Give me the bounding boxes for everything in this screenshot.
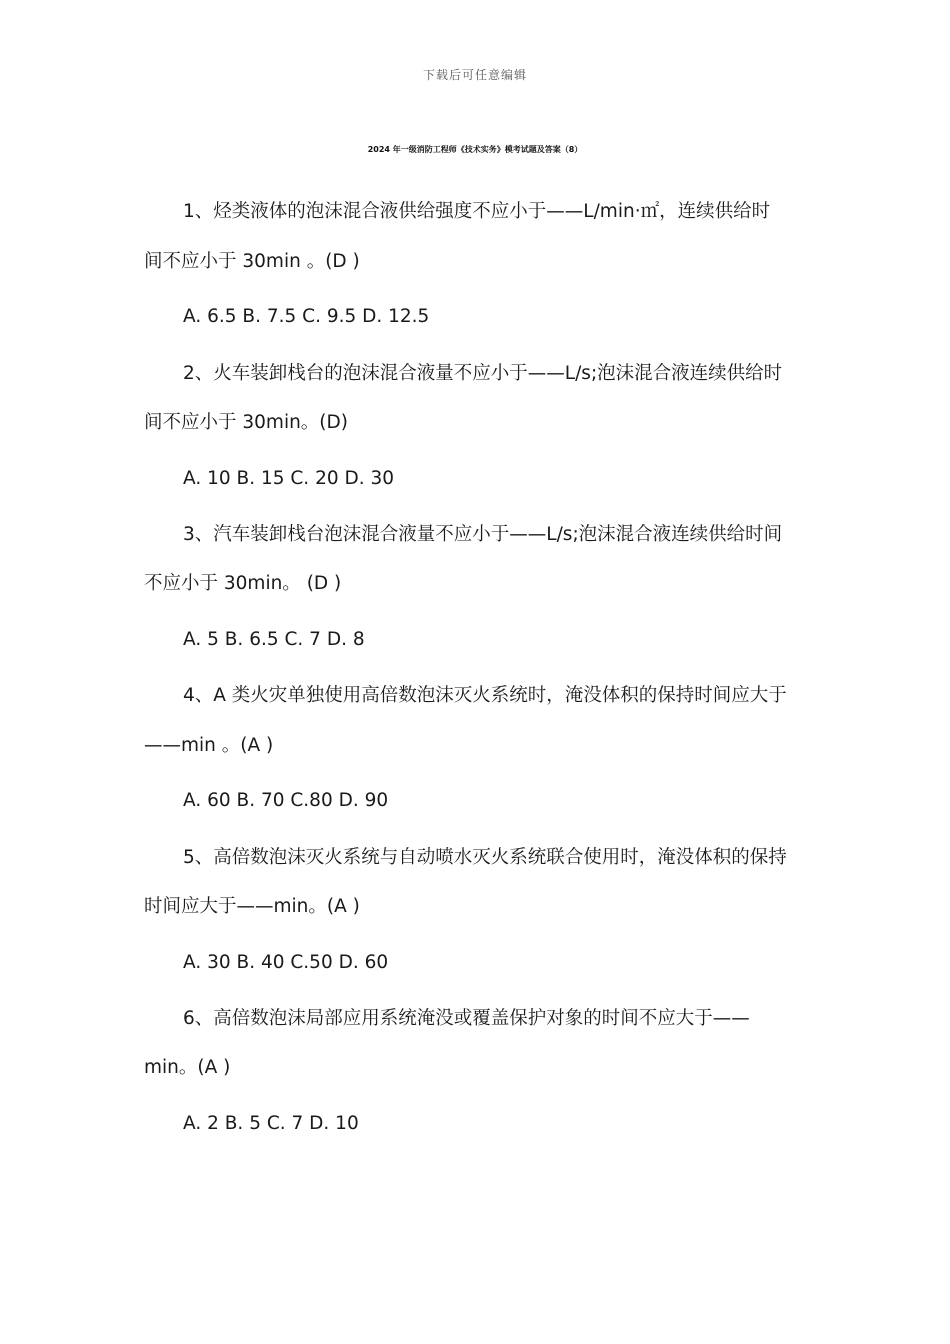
document-title: 2024 年一级消防工程师《技术实务》模考试题及答案（8）: [367, 145, 583, 154]
question-3-text-line-1: 3、汽车装卸栈台泡沫混合液量不应小于——L/s;泡沫混合液连续供给时间: [183, 524, 783, 545]
question-2-text-line-1: 2、火车装卸栈台的泡沫混合液量不应小于——L/s;泡沫混合液连续供给时: [183, 363, 783, 384]
question-3-text-line-2: 不应小于 30min。 (D ): [144, 573, 342, 594]
question-6-text-line-2: min。(A ): [144, 1057, 231, 1078]
question-4-options: A. 60 B. 70 C.80 D. 90: [183, 790, 389, 811]
header-note: 下载后可任意编辑: [422, 68, 527, 82]
question-1-options: A. 6.5 B. 7.5 C. 9.5 D. 12.5: [183, 306, 430, 327]
question-4-text-line-2: ——min 。(A ): [144, 735, 274, 756]
question-3-options: A. 5 B. 6.5 C. 7 D. 8: [183, 629, 365, 650]
question-5-options: A. 30 B. 40 C.50 D. 60: [183, 952, 389, 973]
question-2-text-line-2: 间不应小于 30min。(D): [144, 412, 348, 433]
question-5-text-line-2: 时间应大于——min。(A ): [144, 896, 360, 917]
question-5-text-line-1: 5、高倍数泡沫灭火系统与自动喷水灭火系统联合使用时，淹没体积的保持: [183, 847, 787, 868]
question-2-options: A. 10 B. 15 C. 20 D. 30: [183, 468, 395, 489]
question-1-text-line-2: 间不应小于 30min 。(D ): [144, 251, 360, 272]
question-6-options: A. 2 B. 5 C. 7 D. 10: [183, 1113, 359, 1134]
question-4-text-line-1: 4、A 类火灾单独使用高倍数泡沫灭火系统时，淹没体积的保持时间应大于: [183, 685, 787, 706]
question-1-text-line-1: 1、烃类液体的泡沫混合液供给强度不应小于——L/min·㎡，连续供给时: [183, 201, 771, 222]
question-6-text-line-1: 6、高倍数泡沫局部应用系统淹没或覆盖保护对象的时间不应大于——: [183, 1008, 750, 1029]
